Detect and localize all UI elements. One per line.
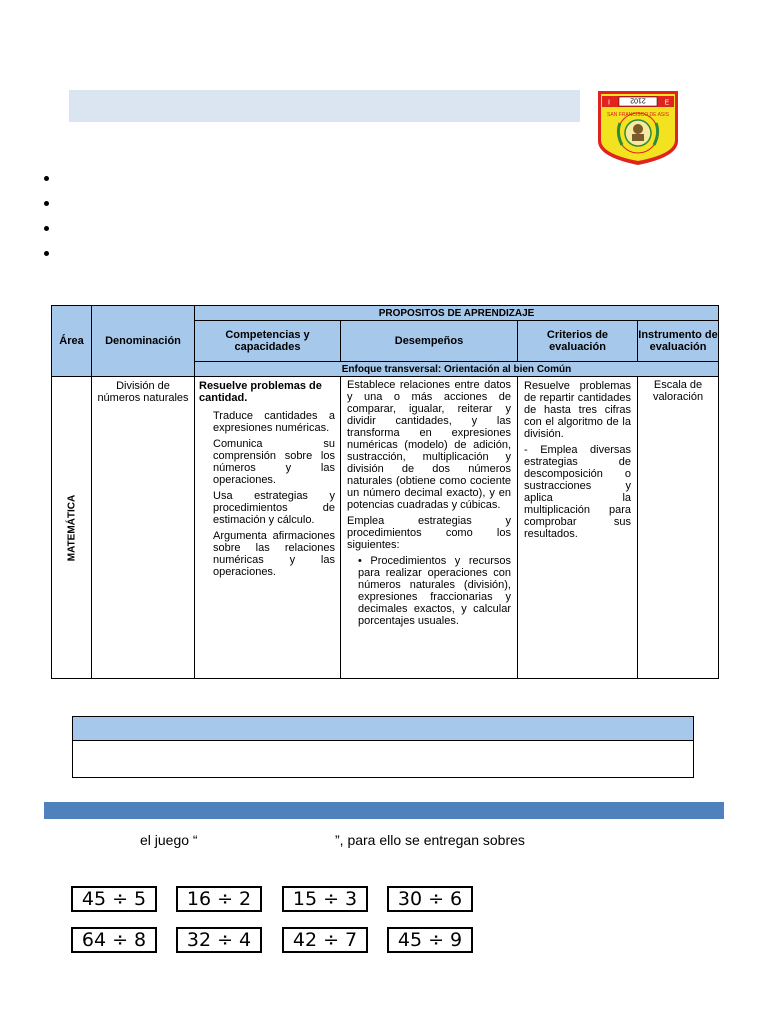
division-card: 64 ÷ 8	[71, 927, 157, 953]
cell-area	[52, 377, 92, 679]
bullet-point	[44, 251, 49, 256]
header-enfoque: Enfoque transversal: Orientación al bien Común	[195, 362, 719, 377]
division-card: 32 ÷ 4	[176, 927, 262, 953]
capacidad-item: Usa estrategias y procedimientos de estimación y cálculo.	[213, 490, 335, 526]
desempeno-subitem: • Procedimientos y recursos para realizar operaciones con números naturales (división), expresiones fraccionarias y decimales exactos, y calcular porcentajes usuales.	[358, 555, 511, 627]
bullet-point	[44, 176, 49, 181]
svg-text:SAN FRANCISCO DE ASIS: SAN FRANCISCO DE ASIS	[607, 112, 669, 118]
header-desempenos: Desempeños	[341, 321, 518, 362]
header-competencias: Competencias y capacidades	[195, 321, 341, 362]
cell-instrumento: Escala de valoración	[638, 377, 719, 679]
header-propositos: PROPOSITOS DE APRENDIZAJE	[195, 306, 719, 321]
division-card: 42 ÷ 7	[282, 927, 368, 953]
capacidad-item: Traduce cantidades a expresiones numéricas.	[213, 410, 335, 434]
cell-desempenos	[341, 377, 518, 679]
division-card: 16 ÷ 2	[176, 886, 262, 912]
criterio-text: Resuelve problemas de repartir cantidades de hasta tres cifras con el algoritmo de la división.	[524, 380, 631, 440]
title-bar	[69, 90, 580, 122]
school-crest-logo	[596, 89, 680, 167]
division-card: 45 ÷ 5	[71, 886, 157, 912]
svg-text:I: I	[608, 99, 610, 107]
bullet-point	[44, 201, 49, 206]
svg-text:E: E	[664, 99, 670, 107]
svg-text:2102: 2102	[630, 96, 646, 104]
header-area: Área	[52, 306, 92, 377]
header-denominacion: Denominación	[92, 306, 195, 377]
area-label: MATEMÁTICA	[66, 494, 77, 561]
cell-competencias	[195, 377, 341, 679]
learning-plan-table	[51, 305, 719, 679]
division-card: 30 ÷ 6	[387, 886, 473, 912]
desempeno-text: Emplea estrategias y procedimientos como los siguientes:	[347, 515, 511, 551]
competencia-title: Resuelve problemas de cantidad.	[199, 380, 322, 404]
section-band	[44, 802, 724, 819]
criterio-text: - Emplea diversas estrategias de descomposición o sustracciones y aplica la multiplicación para comprobar sus resultados.	[524, 444, 631, 540]
game-text-right: ”, para ello se entregan sobres	[335, 832, 525, 848]
header-criterios: Criterios de evaluación	[518, 321, 638, 362]
section-box-header	[73, 717, 693, 741]
cell-denominacion: División de números naturales	[92, 377, 195, 679]
section-box	[72, 716, 694, 778]
capacidad-item: Argumenta afirmaciones sobre las relaciones numéricas y las operaciones.	[213, 530, 335, 578]
division-card: 15 ÷ 3	[282, 886, 368, 912]
division-card: 45 ÷ 9	[387, 927, 473, 953]
header-instrumento: Instrumento de evaluación	[638, 321, 719, 362]
desempeno-text: Establece relaciones entre datos y una o más acciones de comparar, igualar, reiterar y dividir cantidades, y las transforma en expresiones numéricas (modelo) de adición, sustracción, multiplicación y división de dos números naturales (obtiene como cociente un número decimal exacto), y en potencias cuadradas y cúbicas.	[347, 379, 511, 511]
bullet-point	[44, 226, 49, 231]
capacidad-item: Comunica su comprensión sobre los números y las operaciones.	[213, 438, 335, 486]
cell-criterios	[518, 377, 638, 679]
bullet-list	[44, 176, 49, 276]
game-text-left: el juego “	[140, 832, 198, 848]
